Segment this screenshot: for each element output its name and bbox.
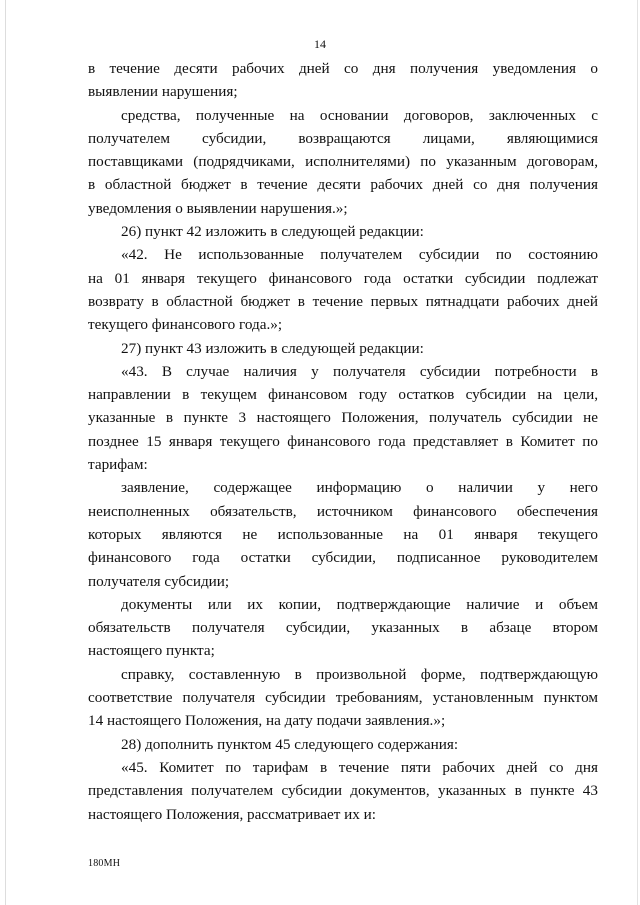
text-line: позднее 15 января текущего финансового года представляет в Комитет по [88,432,598,450]
text-line: текущего финансового года.»; [88,316,283,334]
text-line: заявление, содержащее информацию о наличии у него [121,479,598,497]
text-line: выявлении нарушения; [88,83,238,101]
text-line: в течение десяти рабочих дней со дня получения уведомления о [88,60,598,77]
scan-edge-left [5,0,6,905]
text-line: «42. Не использованные получателем субсидии по состоянию [121,246,598,264]
text-line: настоящего пункта; [88,642,215,660]
text-line: 14 настоящего Положения, на дату подачи заявления.»; [88,712,446,730]
text-line: справку, составленную в произвольной форме, подтверждающую [121,665,598,683]
text-line: направлении в текущем финансовом году остатков субсидии на цели, [88,386,598,404]
text-line: получателем субсидии, возвращаются лицами, являющимися [88,129,598,147]
text-line: на 01 января текущего финансового года остатки субсидии подлежат [88,269,598,287]
text-line: средства, полученные на основании договоров, заключенных с [121,106,598,124]
text-line: возврату в областной бюджет в течение первых пятнадцати рабочих дней [88,292,598,310]
text-line: представления получателем субсидии документов, указанных в пункте 43 [88,782,598,800]
text-line: 27) пункт 43 изложить в следующей редакции: [121,339,424,357]
text-line: неисполненных обязательств, источником финансового обеспечения [88,502,598,520]
text-line: соответствие получателя субсидии требованиям, установленным пунктом [88,689,598,707]
text-line: финансового года остатки субсидии, подписанное руководителем [88,549,598,567]
text-line: 26) пункт 42 изложить в следующей редакции: [121,223,424,241]
text-line: тарифам: [88,456,148,474]
text-line: 28) дополнить пунктом 45 следующего содержания: [121,735,459,753]
page-number: 14 [314,37,326,51]
text-line: получателя субсидии; [88,572,230,590]
document-code: 180МН [88,858,121,869]
text-line: в областной бюджет в течение десяти рабочих дней со дня получения [88,176,598,194]
text-line: поставщиками (подрядчиками, исполнителями) по указанным договорам, [88,153,598,171]
scan-edge-right [637,0,638,905]
text-line: уведомления о выявлении нарушения.»; [88,199,348,217]
text-line: настоящего Положения, рассматривает их и: [88,805,377,823]
text-line: документы или их копии, подтверждающие наличие и объем [121,595,598,613]
text-line: «43. В случае наличия у получателя субсидии потребности в [121,362,598,380]
text-line: обязательств получателя субсидии, указанных в абзаце втором [88,619,598,637]
text-line: указанные в пункте 3 настоящего Положения, получатель субсидии не [88,409,598,427]
text-line: «45. Комитет по тарифам в течение пяти рабочих дней со дня [121,758,598,776]
document-body [88,57,598,826]
text-line: которых являются не использованные на 01 января текущего [88,525,598,543]
